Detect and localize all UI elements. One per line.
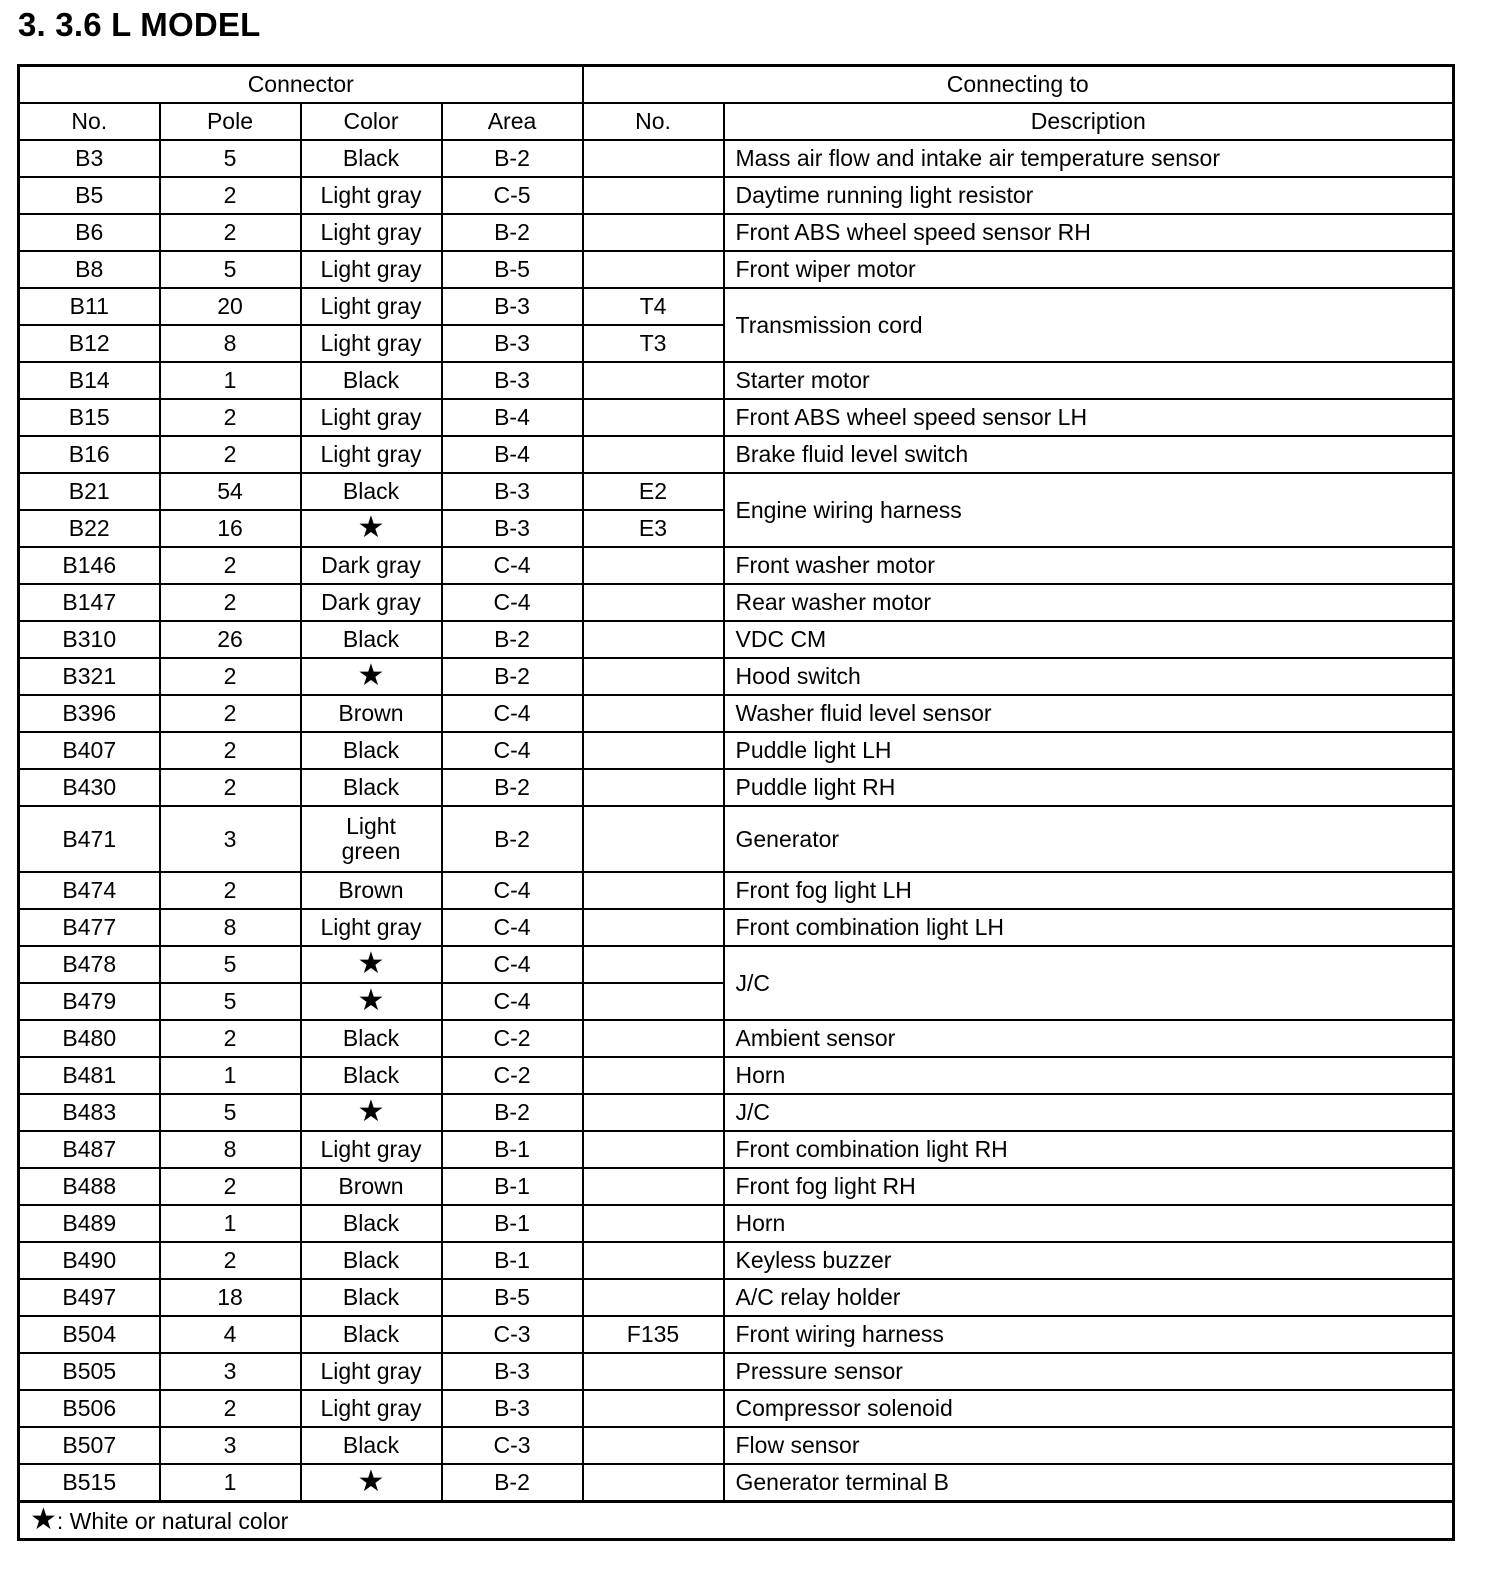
connector-no: B478 — [19, 946, 160, 983]
connecting-description: Puddle light LH — [724, 732, 1454, 769]
connector-color — [301, 1094, 442, 1131]
connector-no: B22 — [19, 510, 160, 547]
connector-no: B497 — [19, 1279, 160, 1316]
table-row — [19, 1316, 1454, 1353]
connector-no: B490 — [19, 1242, 160, 1279]
connecting-no — [583, 983, 724, 1020]
connecting-description: A/C relay holder — [724, 1279, 1454, 1316]
table-row — [19, 399, 1454, 436]
connector-area: B-3 — [442, 1353, 583, 1390]
connecting-description: Rear washer motor — [724, 584, 1454, 621]
table-row — [19, 362, 1454, 399]
connecting-no — [583, 436, 724, 473]
connector-color: Black — [301, 621, 442, 658]
table-row — [19, 1242, 1454, 1279]
connecting-no: E2 — [583, 473, 724, 510]
table-row — [19, 1094, 1454, 1131]
connector-pole: 2 — [160, 399, 301, 436]
connector-no: B5 — [19, 177, 160, 214]
connector-area: B-3 — [442, 288, 583, 325]
header-color: Color — [301, 103, 442, 140]
connector-color: Black — [301, 1205, 442, 1242]
header-description: Description — [724, 103, 1454, 140]
connector-color: Black — [301, 1057, 442, 1094]
connector-pole: 3 — [160, 1353, 301, 1390]
connecting-no — [583, 621, 724, 658]
connecting-no — [583, 1279, 724, 1316]
connecting-description: Horn — [724, 1057, 1454, 1094]
connector-area: B-1 — [442, 1205, 583, 1242]
table-row — [19, 872, 1454, 909]
header-no: No. — [19, 103, 160, 140]
connecting-no — [583, 872, 724, 909]
header-connecting-to: Connecting to — [583, 66, 1454, 104]
connector-color: Black — [301, 140, 442, 177]
connector-area: C-4 — [442, 946, 583, 983]
connector-pole: 26 — [160, 621, 301, 658]
connector-area: B-1 — [442, 1242, 583, 1279]
connecting-description: Front combination light LH — [724, 909, 1454, 946]
connecting-no — [583, 1427, 724, 1464]
table-row — [19, 946, 1454, 983]
connector-color: Light gray — [301, 909, 442, 946]
connector-area: B-2 — [442, 621, 583, 658]
connector-area: C-4 — [442, 695, 583, 732]
connector-pole: 2 — [160, 177, 301, 214]
connector-no: B407 — [19, 732, 160, 769]
connector-color: Brown — [301, 1168, 442, 1205]
table-row — [19, 806, 1454, 872]
connector-pole: 2 — [160, 214, 301, 251]
connector-area: B-2 — [442, 806, 583, 872]
connecting-no — [583, 1020, 724, 1057]
connector-color — [301, 658, 442, 695]
connecting-no — [583, 695, 724, 732]
connector-pole: 16 — [160, 510, 301, 547]
connector-color — [301, 510, 442, 547]
connector-no: B504 — [19, 1316, 160, 1353]
table-row — [19, 473, 1454, 510]
connecting-description: Flow sensor — [724, 1427, 1454, 1464]
connector-pole: 4 — [160, 1316, 301, 1353]
connector-no: B474 — [19, 872, 160, 909]
footnote — [19, 1502, 1454, 1540]
table-row — [19, 214, 1454, 251]
connector-pole: 5 — [160, 251, 301, 288]
connector-pole: 1 — [160, 1205, 301, 1242]
table-row — [19, 1390, 1454, 1427]
connector-color: Dark gray — [301, 584, 442, 621]
connector-color: Light gray — [301, 1131, 442, 1168]
connecting-description: Front fog light LH — [724, 872, 1454, 909]
connector-area: C-3 — [442, 1316, 583, 1353]
connecting-description: Puddle light RH — [724, 769, 1454, 806]
header-to-no: No. — [583, 103, 724, 140]
connector-no: B21 — [19, 473, 160, 510]
header-connector: Connector — [19, 66, 583, 104]
connector-pole: 8 — [160, 325, 301, 362]
connector-pole: 2 — [160, 436, 301, 473]
connecting-description: Front wiring harness — [724, 1316, 1454, 1353]
connector-pole: 5 — [160, 983, 301, 1020]
table-row — [19, 1279, 1454, 1316]
table-row — [19, 547, 1454, 584]
connector-area: B-3 — [442, 362, 583, 399]
connecting-description: J/C — [724, 946, 1454, 1020]
connector-color: Light gray — [301, 399, 442, 436]
connecting-no — [583, 399, 724, 436]
connector-pole: 2 — [160, 769, 301, 806]
connecting-description: Front combination light RH — [724, 1131, 1454, 1168]
connector-area: C-3 — [442, 1427, 583, 1464]
connector-no: B16 — [19, 436, 160, 473]
connector-area: B-4 — [442, 436, 583, 473]
connector-pole: 5 — [160, 140, 301, 177]
connector-area: C-2 — [442, 1020, 583, 1057]
connecting-description: Compressor solenoid — [724, 1390, 1454, 1427]
connector-area: B-3 — [442, 473, 583, 510]
connecting-description: Mass air flow and intake air temperature sensor — [724, 140, 1454, 177]
connector-area: B-5 — [442, 251, 583, 288]
connecting-description: Engine wiring harness — [724, 473, 1454, 547]
connector-no: B479 — [19, 983, 160, 1020]
header-group-row — [19, 66, 1454, 104]
connecting-no — [583, 251, 724, 288]
table-row — [19, 251, 1454, 288]
table-row — [19, 288, 1454, 325]
connector-no: B147 — [19, 584, 160, 621]
connector-pole: 1 — [160, 362, 301, 399]
header-columns-row — [19, 103, 1454, 140]
connector-area: C-4 — [442, 909, 583, 946]
connector-no: B430 — [19, 769, 160, 806]
connecting-no — [583, 1353, 724, 1390]
connector-pole: 2 — [160, 1242, 301, 1279]
connector-color: Brown — [301, 872, 442, 909]
connector-color: Light gray — [301, 288, 442, 325]
connector-color — [301, 806, 442, 872]
connector-color: Black — [301, 473, 442, 510]
connector-pole: 3 — [160, 806, 301, 872]
connector-pole: 1 — [160, 1057, 301, 1094]
connector-no: B396 — [19, 695, 160, 732]
connector-color: Black — [301, 732, 442, 769]
connector-area: B-3 — [442, 510, 583, 547]
connector-color: Light gray — [301, 1353, 442, 1390]
connector-pole: 2 — [160, 1020, 301, 1057]
table-row — [19, 658, 1454, 695]
table-row — [19, 177, 1454, 214]
connecting-no — [583, 769, 724, 806]
connector-area: B-2 — [442, 214, 583, 251]
connecting-description: Keyless buzzer — [724, 1242, 1454, 1279]
table-row — [19, 909, 1454, 946]
connector-pole: 2 — [160, 658, 301, 695]
connecting-no — [583, 658, 724, 695]
connecting-no — [583, 946, 724, 983]
connector-pole: 54 — [160, 473, 301, 510]
connector-no: B3 — [19, 140, 160, 177]
connector-area: B-2 — [442, 769, 583, 806]
connector-no: B477 — [19, 909, 160, 946]
connector-pole: 2 — [160, 1390, 301, 1427]
table-row — [19, 1020, 1454, 1057]
connector-area: C-4 — [442, 872, 583, 909]
connector-no: B505 — [19, 1353, 160, 1390]
connecting-no — [583, 1094, 724, 1131]
connector-no: B8 — [19, 251, 160, 288]
connecting-description: Brake fluid level switch — [724, 436, 1454, 473]
connector-no: B471 — [19, 806, 160, 872]
connector-color: Light gray — [301, 251, 442, 288]
color-line: green — [341, 838, 401, 864]
connector-color: Black — [301, 1316, 442, 1353]
star-icon: ★ — [30, 1503, 57, 1536]
connector-no: B487 — [19, 1131, 160, 1168]
connector-no: B15 — [19, 399, 160, 436]
table-row — [19, 584, 1454, 621]
connecting-no — [583, 1390, 724, 1427]
connector-no: B310 — [19, 621, 160, 658]
connecting-description: J/C — [724, 1094, 1454, 1131]
connector-color — [301, 946, 442, 983]
connecting-description: Daytime running light resistor — [724, 177, 1454, 214]
connector-pole: 3 — [160, 1427, 301, 1464]
connecting-description: Front fog light RH — [724, 1168, 1454, 1205]
connector-no: B515 — [19, 1464, 160, 1502]
connector-no: B146 — [19, 547, 160, 584]
table-row — [19, 1427, 1454, 1464]
header-area: Area — [442, 103, 583, 140]
connector-area: C-4 — [442, 732, 583, 769]
table-row — [19, 621, 1454, 658]
connector-pole: 8 — [160, 909, 301, 946]
connector-pole: 2 — [160, 872, 301, 909]
connector-no: B480 — [19, 1020, 160, 1057]
connector-no: B506 — [19, 1390, 160, 1427]
table-row — [19, 1131, 1454, 1168]
connector-table — [17, 64, 1455, 1541]
connector-area: B-1 — [442, 1168, 583, 1205]
connector-pole: 2 — [160, 1168, 301, 1205]
connecting-description: Generator terminal B — [724, 1464, 1454, 1502]
connector-color: Light gray — [301, 1390, 442, 1427]
connector-pole: 20 — [160, 288, 301, 325]
connector-color: Light gray — [301, 325, 442, 362]
connector-no: B11 — [19, 288, 160, 325]
connecting-no — [583, 1131, 724, 1168]
connector-color: Black — [301, 1427, 442, 1464]
connecting-no — [583, 214, 724, 251]
footnote-text: : White or natural color — [56, 1508, 289, 1534]
connector-area: B-2 — [442, 658, 583, 695]
table-body — [19, 140, 1454, 1502]
connector-area: C-4 — [442, 983, 583, 1020]
connector-pole: 5 — [160, 1094, 301, 1131]
connector-color: Black — [301, 1020, 442, 1057]
connector-no: B489 — [19, 1205, 160, 1242]
connecting-no — [583, 547, 724, 584]
connecting-description: Hood switch — [724, 658, 1454, 695]
table-row — [19, 140, 1454, 177]
page-title: 3. 3.6 L MODEL — [18, 6, 261, 43]
connecting-no: E3 — [583, 510, 724, 547]
connecting-no — [583, 1057, 724, 1094]
star-icon: ★ — [357, 511, 385, 544]
table-row — [19, 695, 1454, 732]
connector-area: B-3 — [442, 325, 583, 362]
connector-area: B-5 — [442, 1279, 583, 1316]
connecting-description: Starter motor — [724, 362, 1454, 399]
connecting-description: Transmission cord — [724, 288, 1454, 362]
star-icon: ★ — [357, 659, 385, 692]
connector-area: C-4 — [442, 547, 583, 584]
connector-no: B507 — [19, 1427, 160, 1464]
footnote-row — [19, 1502, 1454, 1540]
connecting-description: Front wiper motor — [724, 251, 1454, 288]
star-icon: ★ — [357, 1465, 385, 1498]
star-icon: ★ — [357, 947, 385, 980]
connecting-description: VDC CM — [724, 621, 1454, 658]
connector-color — [301, 983, 442, 1020]
connector-color: Black — [301, 1242, 442, 1279]
connector-pole: 2 — [160, 732, 301, 769]
connecting-no: T4 — [583, 288, 724, 325]
connector-no: B488 — [19, 1168, 160, 1205]
connector-area: B-2 — [442, 1094, 583, 1131]
connector-area: C-2 — [442, 1057, 583, 1094]
connector-color: Dark gray — [301, 547, 442, 584]
connecting-no — [583, 806, 724, 872]
table-row — [19, 436, 1454, 473]
connector-color: Light gray — [301, 214, 442, 251]
connecting-description: Horn — [724, 1205, 1454, 1242]
connector-color: Light gray — [301, 436, 442, 473]
connector-pole: 2 — [160, 584, 301, 621]
table-row — [19, 1057, 1454, 1094]
connector-color: Black — [301, 362, 442, 399]
connector-pole: 2 — [160, 547, 301, 584]
connecting-description: Front ABS wheel speed sensor LH — [724, 399, 1454, 436]
connector-area: C-4 — [442, 584, 583, 621]
connector-pole: 5 — [160, 946, 301, 983]
connecting-no — [583, 732, 724, 769]
connecting-description: Generator — [724, 806, 1454, 872]
table-row — [19, 1464, 1454, 1502]
connecting-no — [583, 362, 724, 399]
connecting-description: Ambient sensor — [724, 1020, 1454, 1057]
connector-area: C-5 — [442, 177, 583, 214]
connector-color: Light gray — [301, 177, 442, 214]
connector-pole: 1 — [160, 1464, 301, 1502]
connector-no: B481 — [19, 1057, 160, 1094]
connector-no: B12 — [19, 325, 160, 362]
connecting-no — [583, 909, 724, 946]
connecting-description: Pressure sensor — [724, 1353, 1454, 1390]
connecting-description: Washer fluid level sensor — [724, 695, 1454, 732]
connector-color: Black — [301, 1279, 442, 1316]
header-pole: Pole — [160, 103, 301, 140]
connector-area: B-4 — [442, 399, 583, 436]
connector-no: B483 — [19, 1094, 160, 1131]
color-line: Light — [346, 813, 396, 839]
connector-color: Black — [301, 769, 442, 806]
connector-area: B-2 — [442, 140, 583, 177]
connector-pole: 8 — [160, 1131, 301, 1168]
connector-color — [301, 1464, 442, 1502]
connector-area: B-1 — [442, 1131, 583, 1168]
connector-pole: 18 — [160, 1279, 301, 1316]
connecting-no: T3 — [583, 325, 724, 362]
connecting-no — [583, 1464, 724, 1502]
table-row — [19, 1205, 1454, 1242]
star-icon: ★ — [357, 984, 385, 1017]
table-row — [19, 769, 1454, 806]
connecting-no: F135 — [583, 1316, 724, 1353]
connector-area: B-2 — [442, 1464, 583, 1502]
connector-area: B-3 — [442, 1390, 583, 1427]
connecting-description: Front ABS wheel speed sensor RH — [724, 214, 1454, 251]
star-icon: ★ — [357, 1095, 385, 1128]
connecting-no — [583, 177, 724, 214]
table-row — [19, 1353, 1454, 1390]
connecting-no — [583, 1168, 724, 1205]
connecting-no — [583, 1205, 724, 1242]
connector-pole: 2 — [160, 695, 301, 732]
connecting-description: Front washer motor — [724, 547, 1454, 584]
connector-no: B321 — [19, 658, 160, 695]
table-row — [19, 732, 1454, 769]
connector-no: B6 — [19, 214, 160, 251]
connecting-no — [583, 584, 724, 621]
connector-color: Brown — [301, 695, 442, 732]
connector-no: B14 — [19, 362, 160, 399]
connecting-no — [583, 140, 724, 177]
connecting-no — [583, 1242, 724, 1279]
table-row — [19, 1168, 1454, 1205]
